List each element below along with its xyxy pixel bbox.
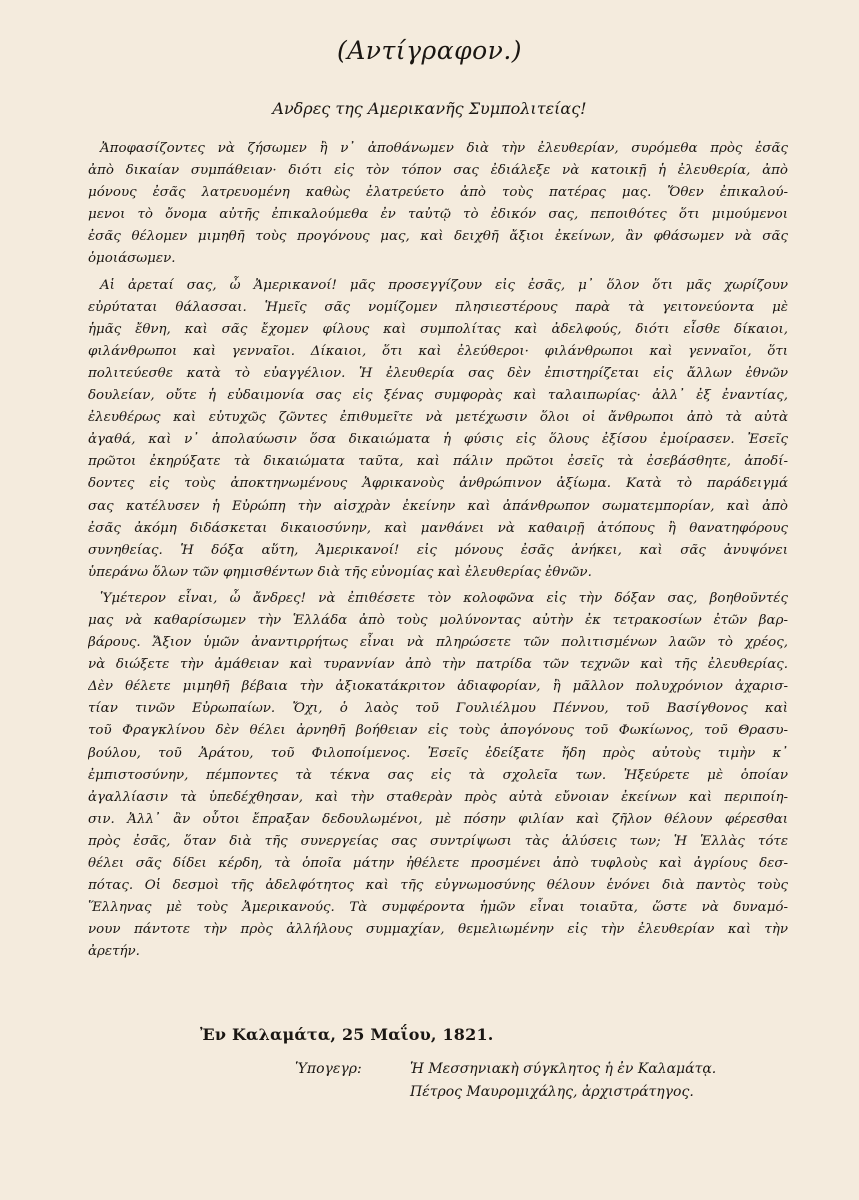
paragraph-line: πρὸς ἐσᾶς, ὅταν διὰ τῆς συνεργείας σας συντρίψωσι τὰς ἁλύσεις των; Ἡ Ἑλλὰς τότε [88, 833, 788, 849]
paragraph-line: ἐσᾶς ἀκόμη διδάσκεται δικαιοσύνην, καὶ μανθάνει νὰ καθαιρῇ ἀτόπους ἢ θανατηφόρους [88, 520, 788, 536]
paragraph-line: ἐσᾶς θέλομεν μιμηθῆ τοὺς προγόνους μας, καὶ δειχθῆ ἄξιοι ἐκείνων, ἂν φθάσωμεν νὰ σᾶς [88, 229, 788, 245]
paragraph-line: Αἱ ἀρεταί σας, ὦ Ἀμερικανοί! μᾶς προσεγγίζουν εἰς ἐσᾶς, μ᾽ ὅλον ὅτι μᾶς χωρίζουν [100, 277, 788, 293]
paragraph-line: εὐρύταται θάλασσαι. Ἡμεῖς σᾶς νομίζομεν πλησιεστέρους παρὰ τὰ γειτονεύοντα μὲ [88, 299, 788, 315]
paragraph-line: νὰ διώξετε τὴν ἀμάθειαν καὶ τυραννίαν ἀπὸ τὴν πατρίδα τῶν τεχνῶν καὶ τῆς ἐλευθερίας. [88, 657, 788, 673]
paragraph-line: Ἕλληνας μὲ τοὺς Ἀμερικανούς. Τὰ συμφέροντα ἡμῶν εἶναι τοιαῦτα, ὥστε νὰ δυναμό- [88, 900, 788, 916]
paragraph-line: δουλείαν, οὔτε ἡ εὐδαιμονία σας εἰς ξένας συμφορὰς καὶ ταλαιπωρίας· ἀλλ᾽ ἐξ ἐναντίας, [88, 388, 788, 404]
salutation: Ανδρες της Αμερικανῆς Συμπολιτείας! [272, 99, 587, 118]
paragraph-line: φιλάνθρωποι καὶ γενναῖοι. Δίκαιοι, ὅτι καὶ ἐλεύθεροι· φιλάνθρωποι καὶ γενναῖοι, ὅτι [88, 343, 788, 359]
paragraph-line: δοντες εἰς τοὺς ἀποκτηνωμένους Ἀφρικανοὺς ἀνθρώπινον ἀξίωμα. Κατὰ τὸ παράδειγμά [88, 476, 788, 492]
paragraph-line: σιν. Ἀλλ᾽ ἂν οὗτοι ἔπραξαν δεδουλωμένοι, μὲ πόσην φιλίαν καὶ ζῆλον θέλουν φέρεσθαι [88, 811, 788, 827]
paragraph-line: βάρους. Ἄξιον ὑμῶν ἀναντιρρήτως εἶναι νὰ πληρώσετε τῶν πολιτισμένων λαῶν τὸ χρέος, [88, 635, 788, 651]
paragraph-line: σας κατέλυσεν ἡ Εὐρώπη τὴν αἰσχρὰν ἐκείνην καὶ ἀπάνθρωπον σωματεμπορίαν, καὶ ἀπὸ [88, 498, 788, 514]
paragraph-line: μας νὰ καθαρίσωμεν τὴν Ἑλλάδα ἀπὸ τοὺς μολύνοντας αὐτὴν ἐκ τετρακοσίων ἐτῶν βαρ- [88, 612, 788, 628]
paragraph-line: μενοι τὸ ὄνομα αὐτῆς ἐπικαλούμεθα ἐν ταὐτῷ τὸ ἐδικόν σας, πεποιθότες ὅτι μιμούμενοι [88, 207, 788, 223]
paragraph-line: Ὑμέτερον εἶναι, ὦ ἄνδρες! νὰ ἐπιθέσετε τὸν κολοφῶνα εἰς τὴν δόξαν σας, βοηθοῦντές [100, 590, 788, 606]
paragraph-line: ἀπὸ δικαίαν συμπάθειαν· διότι εἰς τὸν τόπον σας ἐδιάλεξε νὰ κατοικῇ ἡ ἐλευθερία, ἀπὸ [88, 163, 788, 179]
paragraph-line: τίαν τινῶν Εὐρωπαίων. Ὄχι, ὁ λαὸς τοῦ Γουλιέλμου Πέννου, τοῦ Βασίγθονος καὶ [88, 701, 788, 717]
paragraph-line: ὁμοιάσωμεν. [88, 251, 176, 267]
document-title: (Αντίγραφον.) [336, 36, 523, 65]
paragraph-line: πότας. Οἱ δεσμοὶ τῆς ἀδελφότητος καὶ τῆς εὐγνωμοσύνης θέλουν ἑνόνει διὰ παντὸς τοὺς [88, 878, 788, 894]
paragraph-line: ἀγαθά, καὶ ν᾽ ἀπολαύωσιν ὅσα δικαιώματα ἡ φύσις εἰς ὅλους ἐξίσου ἐμοίρασεν. Ἐσεῖς [88, 432, 788, 448]
paragraph-line: ἀγαλλίασιν τὰ ὑπεδέχθησαν, καὶ τὴν σταθερὰν πρὸς αὐτὰ εὔνοιαν ἐκείνων καὶ περιποίη- [88, 789, 788, 805]
paragraph-line: μόνους ἐσᾶς λατρευομένη καθὼς ἐλατρεύετο ἀπὸ τοὺς πατέρας μας. Ὅθεν ἐπικαλού- [88, 185, 788, 201]
paragraph-line: Ἀποφασίζοντες νὰ ζήσωμεν ἢ ν᾽ ἀποθάνωμεν διὰ τὴν ἐλευθερίαν, συρόμεθα πρὸς ἐσᾶς [100, 141, 788, 156]
paragraph-line: βούλου, τοῦ Ἀράτου, τοῦ Φιλοποίμενος. Ἐσεῖς ἐδείξατε ἤδη πρὸς αὐτοὺς τιμὴν κ᾽ [88, 745, 788, 761]
paragraph-line: ἐμπιστοσύνην, πέμποντες τὰ τέκνα σας εἰς τὰ σχολεῖα των. Ἠξεύρετε μὲ ὁποίαν [88, 767, 788, 783]
signer-mavromichalis: Πέτρος Μαυρομιχάλης, ἀρχιστράτηγος. [410, 1084, 694, 1100]
paragraph-line: πρῶτοι ἐκηρύξατε τὰ δικαιώματα ταῦτα, καὶ πάλιν πρῶτοι ἐσεῖς τὰ ἐσεβάσθητε, ἀποδί- [88, 454, 788, 470]
paragraph-line: νουν πάντοτε τὴν πρὸς ἀλλήλους συμμαχίαν, θεμελιωμένην εἰς τὴν ἐλευθερίαν καὶ τὴν [88, 922, 788, 938]
signature-label: Ὑπογεγρ: [295, 1061, 362, 1077]
paragraph-line: συνηθείας. Ἡ δόξα αὕτη, Ἀμερικανοί! εἰς μόνους ἐσᾶς ἀνήκει, καὶ σᾶς ἀνυψόνει [88, 542, 788, 558]
paragraph-line: Δὲν θέλετε μιμηθῆ βέβαια τὴν ἀξιοκατάκριτον ἀδιαφορίαν, ἢ μᾶλλον πολυχρόνιον ἀχαρισ- [88, 679, 788, 695]
date-line: Ἐν Καλαμάτα, 25 Μαΐου, 1821. [200, 1025, 494, 1044]
paragraph-line: τοῦ Φραγκλίνου δὲν θέλει ἀρνηθῆ βοήθειαν εἰς τοὺς ἀπογόνους τοῦ Φωκίωνος, τοῦ Θρασυ- [88, 723, 788, 739]
paragraph-line: ὑπεράνω ὅλων τῶν φημισθέντων διὰ τῆς εὐνομίας καὶ ἐλευθερίας ἐθνῶν. [88, 564, 592, 580]
paragraph-line: θέλει σᾶς δίδει κέρδη, τὰ ὁποῖα μάτην ἠθέλετε προσμένει ἀπὸ τυφλοὺς καὶ ἀγρίους δεσ- [88, 856, 788, 871]
letter-body [88, 138, 788, 963]
paragraph-line: ἐλευθέρως καὶ εὐτυχῶς ζῶντες ἐπιθυμεῖτε νὰ μετέχωσιν ὅλοι οἱ ἄνθρωποι ἀπὸ τὰ αὐτὰ [88, 410, 788, 426]
paragraph-line: πολιτεύεσθε κατὰ τὸ εὐαγγέλιον. Ἡ ἐλευθερία σας δὲν ἐπιστηρίζεται εἰς ἄλλων ἐθνῶν [88, 365, 788, 381]
signer-senate: Ἡ Μεσσηνιακὴ σύγκλητος ἡ ἐν Καλαμάτᾳ. [410, 1061, 717, 1077]
paragraph-line: ἡμᾶς ἔθνη, καὶ σᾶς ἔχομεν φίλους καὶ συμπολίτας καὶ ἀδελφούς, διότι εἶσθε δίκαιοι, [88, 321, 788, 337]
paragraph-line: ἀρετήν. [88, 944, 140, 960]
